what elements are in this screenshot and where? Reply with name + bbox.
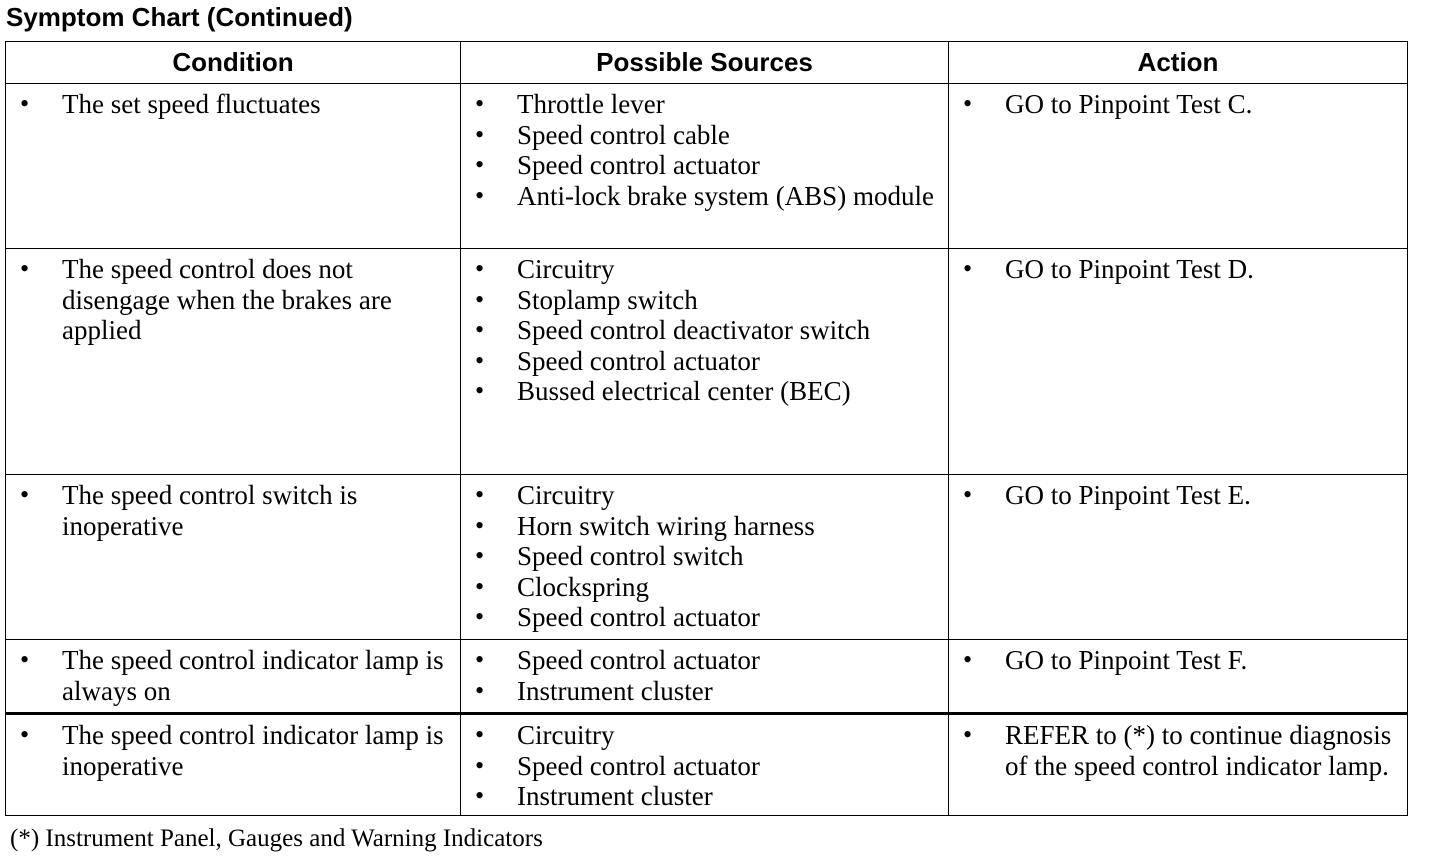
source-item: • Speed control actuator	[461, 751, 948, 782]
header-action: Action	[949, 42, 1408, 84]
condition-cell	[6, 249, 461, 475]
sources-cell	[461, 475, 949, 640]
source-item: • Speed control actuator	[461, 645, 948, 676]
source-item: • Clockspring	[461, 572, 948, 603]
source-item: • Throttle lever	[461, 89, 948, 120]
condition-cell	[6, 475, 461, 640]
source-item: • Speed control actuator	[461, 602, 948, 633]
source-item: • Stoplamp switch	[461, 285, 948, 316]
sources-cell	[461, 84, 949, 249]
sources-cell	[461, 640, 949, 714]
source-item: • Speed control actuator	[461, 150, 948, 181]
condition-text: • The speed control indicator lamp is always on	[6, 645, 460, 706]
source-item: • Circuitry	[461, 480, 948, 511]
source-item: • Speed control actuator	[461, 346, 948, 377]
table-row	[6, 249, 1408, 475]
header-possible-sources: Possible Sources	[461, 42, 949, 84]
condition-text: • The set speed fluctuates	[6, 89, 460, 120]
condition-text: • The speed control switch is inoperative	[6, 480, 460, 541]
condition-cell	[6, 714, 461, 816]
page-title: Symptom Chart (Continued)	[6, 2, 353, 32]
table-header-row	[6, 42, 1408, 84]
symptom-table	[5, 41, 1408, 816]
action-cell	[949, 84, 1408, 249]
action-text: • REFER to (*) to continue diagnosis of the speed control indicator lamp.	[949, 720, 1407, 781]
condition-text: • The speed control does not disengage when the brakes are applied	[6, 254, 460, 346]
table-row	[6, 84, 1408, 249]
table-row	[6, 475, 1408, 640]
source-item: • Speed control switch	[461, 541, 948, 572]
source-item: • Circuitry	[461, 720, 948, 751]
source-item: • Circuitry	[461, 254, 948, 285]
condition-cell	[6, 84, 461, 249]
action-text: • GO to Pinpoint Test F.	[949, 645, 1407, 676]
action-text: • GO to Pinpoint Test D.	[949, 254, 1407, 285]
source-item: • Bussed electrical center (BEC)	[461, 376, 948, 407]
action-cell	[949, 714, 1408, 816]
action-cell	[949, 249, 1408, 475]
sources-cell	[461, 249, 949, 475]
table-row	[6, 714, 1408, 816]
footnote: (*) Instrument Panel, Gauges and Warning Indicators	[10, 825, 543, 852]
source-item: • Instrument cluster	[461, 676, 948, 707]
action-cell	[949, 640, 1408, 714]
condition-cell	[6, 640, 461, 714]
sources-cell	[461, 714, 949, 816]
source-item: • Instrument cluster	[461, 781, 948, 812]
condition-text: • The speed control indicator lamp is inoperative	[6, 720, 460, 781]
action-text: • GO to Pinpoint Test C.	[949, 89, 1407, 120]
source-item: • Horn switch wiring harness	[461, 511, 948, 542]
source-item: • Anti-lock brake system (ABS) module	[461, 181, 948, 212]
source-item: • Speed control cable	[461, 120, 948, 151]
table-row	[6, 640, 1408, 714]
action-text: • GO to Pinpoint Test E.	[949, 480, 1407, 511]
source-item: • Speed control deactivator switch	[461, 315, 948, 346]
header-condition: Condition	[6, 42, 461, 84]
action-cell	[949, 475, 1408, 640]
